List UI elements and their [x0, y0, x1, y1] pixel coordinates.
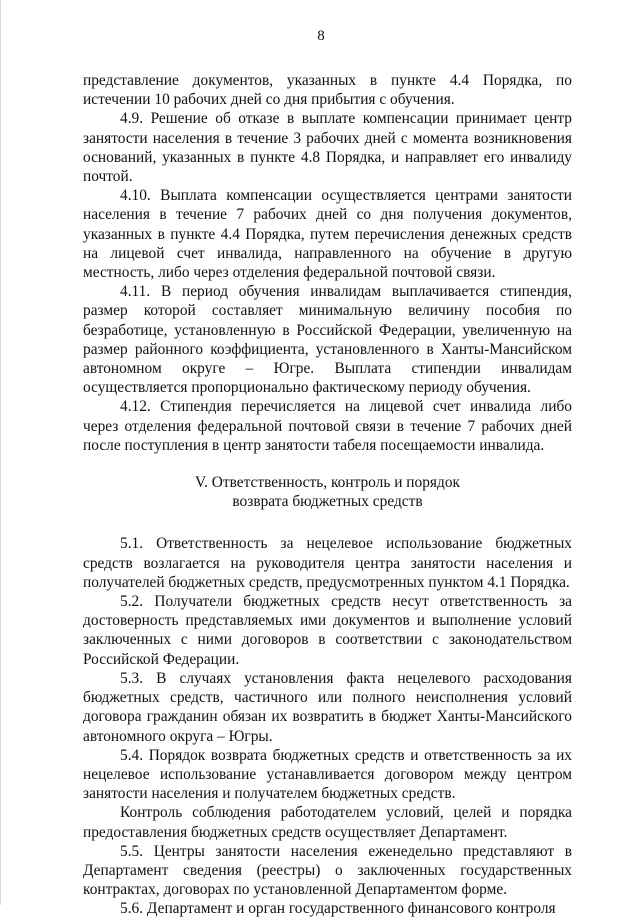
paragraph-4-9: 4.9. Решение об отказе в выплате компенсации принимает центр занятости населения в течение 3 рабочих дней с момента возникновения оснований, указанных в пункте 4.8 Порядка, и направляет его инвалиду почтой. — [83, 110, 572, 186]
section-heading — [83, 473, 572, 511]
section-heading-line-2: возврата бюджетных средств — [232, 493, 423, 511]
paragraph-4-11: 4.11. В период обучения инвалидам выплачивается стипендия, размер которой составляет минимальную величину пособия по безработице, установленную в Российской Федерации, увеличенную на размер районного коэффициента, установленного в Ханты-Мансийском автономном округе – Югре. Выплата стипендии инвалидам осуществляется пропорционально фактическому периоду обучения. — [83, 283, 572, 397]
paragraph-4-8-continuation: представление документов, указанных в пункте 4.4 Порядка, по истечении 10 рабочих дней со дня прибытия с обучения. — [83, 72, 572, 109]
paragraph-5-5: 5.5. Центры занятости населения еженедельно представляют в Департамент сведения (реестры) о заключенных государственных контрактах, договорах по установленной Департаментом форме. — [83, 842, 572, 899]
paragraph-4-12: 4.12. Стипендия перечисляется на лицевой счет инвалида либо через отделения федеральной почтовой связи в течение 7 рабочих дней после поступления в центр занятости табеля посещаемости инвалида. — [83, 398, 572, 454]
paragraph-5-2: 5.2. Получатели бюджетных средств несут ответственность за достоверность представляемых ими документов и выполнение условий заключенных с ними договоров в соответствии с законодательством Российской Федерации. — [83, 593, 572, 668]
paragraph-4-10: 4.10. Выплата компенсации осуществляется центрами занятости населения в течение 7 рабочих дней со дня получения документов, указанных в пункте 4.4 Порядка, путем перечисления денежных средств на лицевой счет инвалида, направленного на обучение в другую местность, либо через отделения федеральной почтовой связи. — [83, 187, 572, 282]
page-number: 8 — [317, 28, 325, 44]
paragraph-5-3: 5.3. В случаях установления факта нецелевого расходования бюджетных средств, частичного или полного неисполнения условий договора гражданин обязан их возвратить в бюджет Ханты-Мансийского автономного округа – Югры. — [83, 669, 572, 745]
document-body — [83, 71, 572, 919]
paragraph-5-6: 5.6. Департамент и орган государственного финансового контроля — [120, 900, 556, 918]
paragraphs-after-heading — [83, 534, 572, 918]
paragraph-5-4-control: Контроль соблюдения работодателем условий, целей и порядка предоставления бюджетных средств осуществляет Департамент. — [83, 804, 572, 841]
paragraph-5-1: 5.1. Ответственность за нецелевое использование бюджетных средств возлагается на руководителя центра занятости населения и получателей бюджетных средств, предусмотренных пунктом 4.1 Порядка. — [83, 535, 572, 591]
paragraphs-before-heading — [83, 71, 572, 455]
paragraph-5-4: 5.4. Порядок возврата бюджетных средств и ответственность за их нецелевое использование устанавливается договором между центром занятости населения и получателем бюджетных средств. — [83, 746, 572, 803]
section-heading-line-1: V. Ответственность, контроль и порядок — [194, 474, 461, 492]
